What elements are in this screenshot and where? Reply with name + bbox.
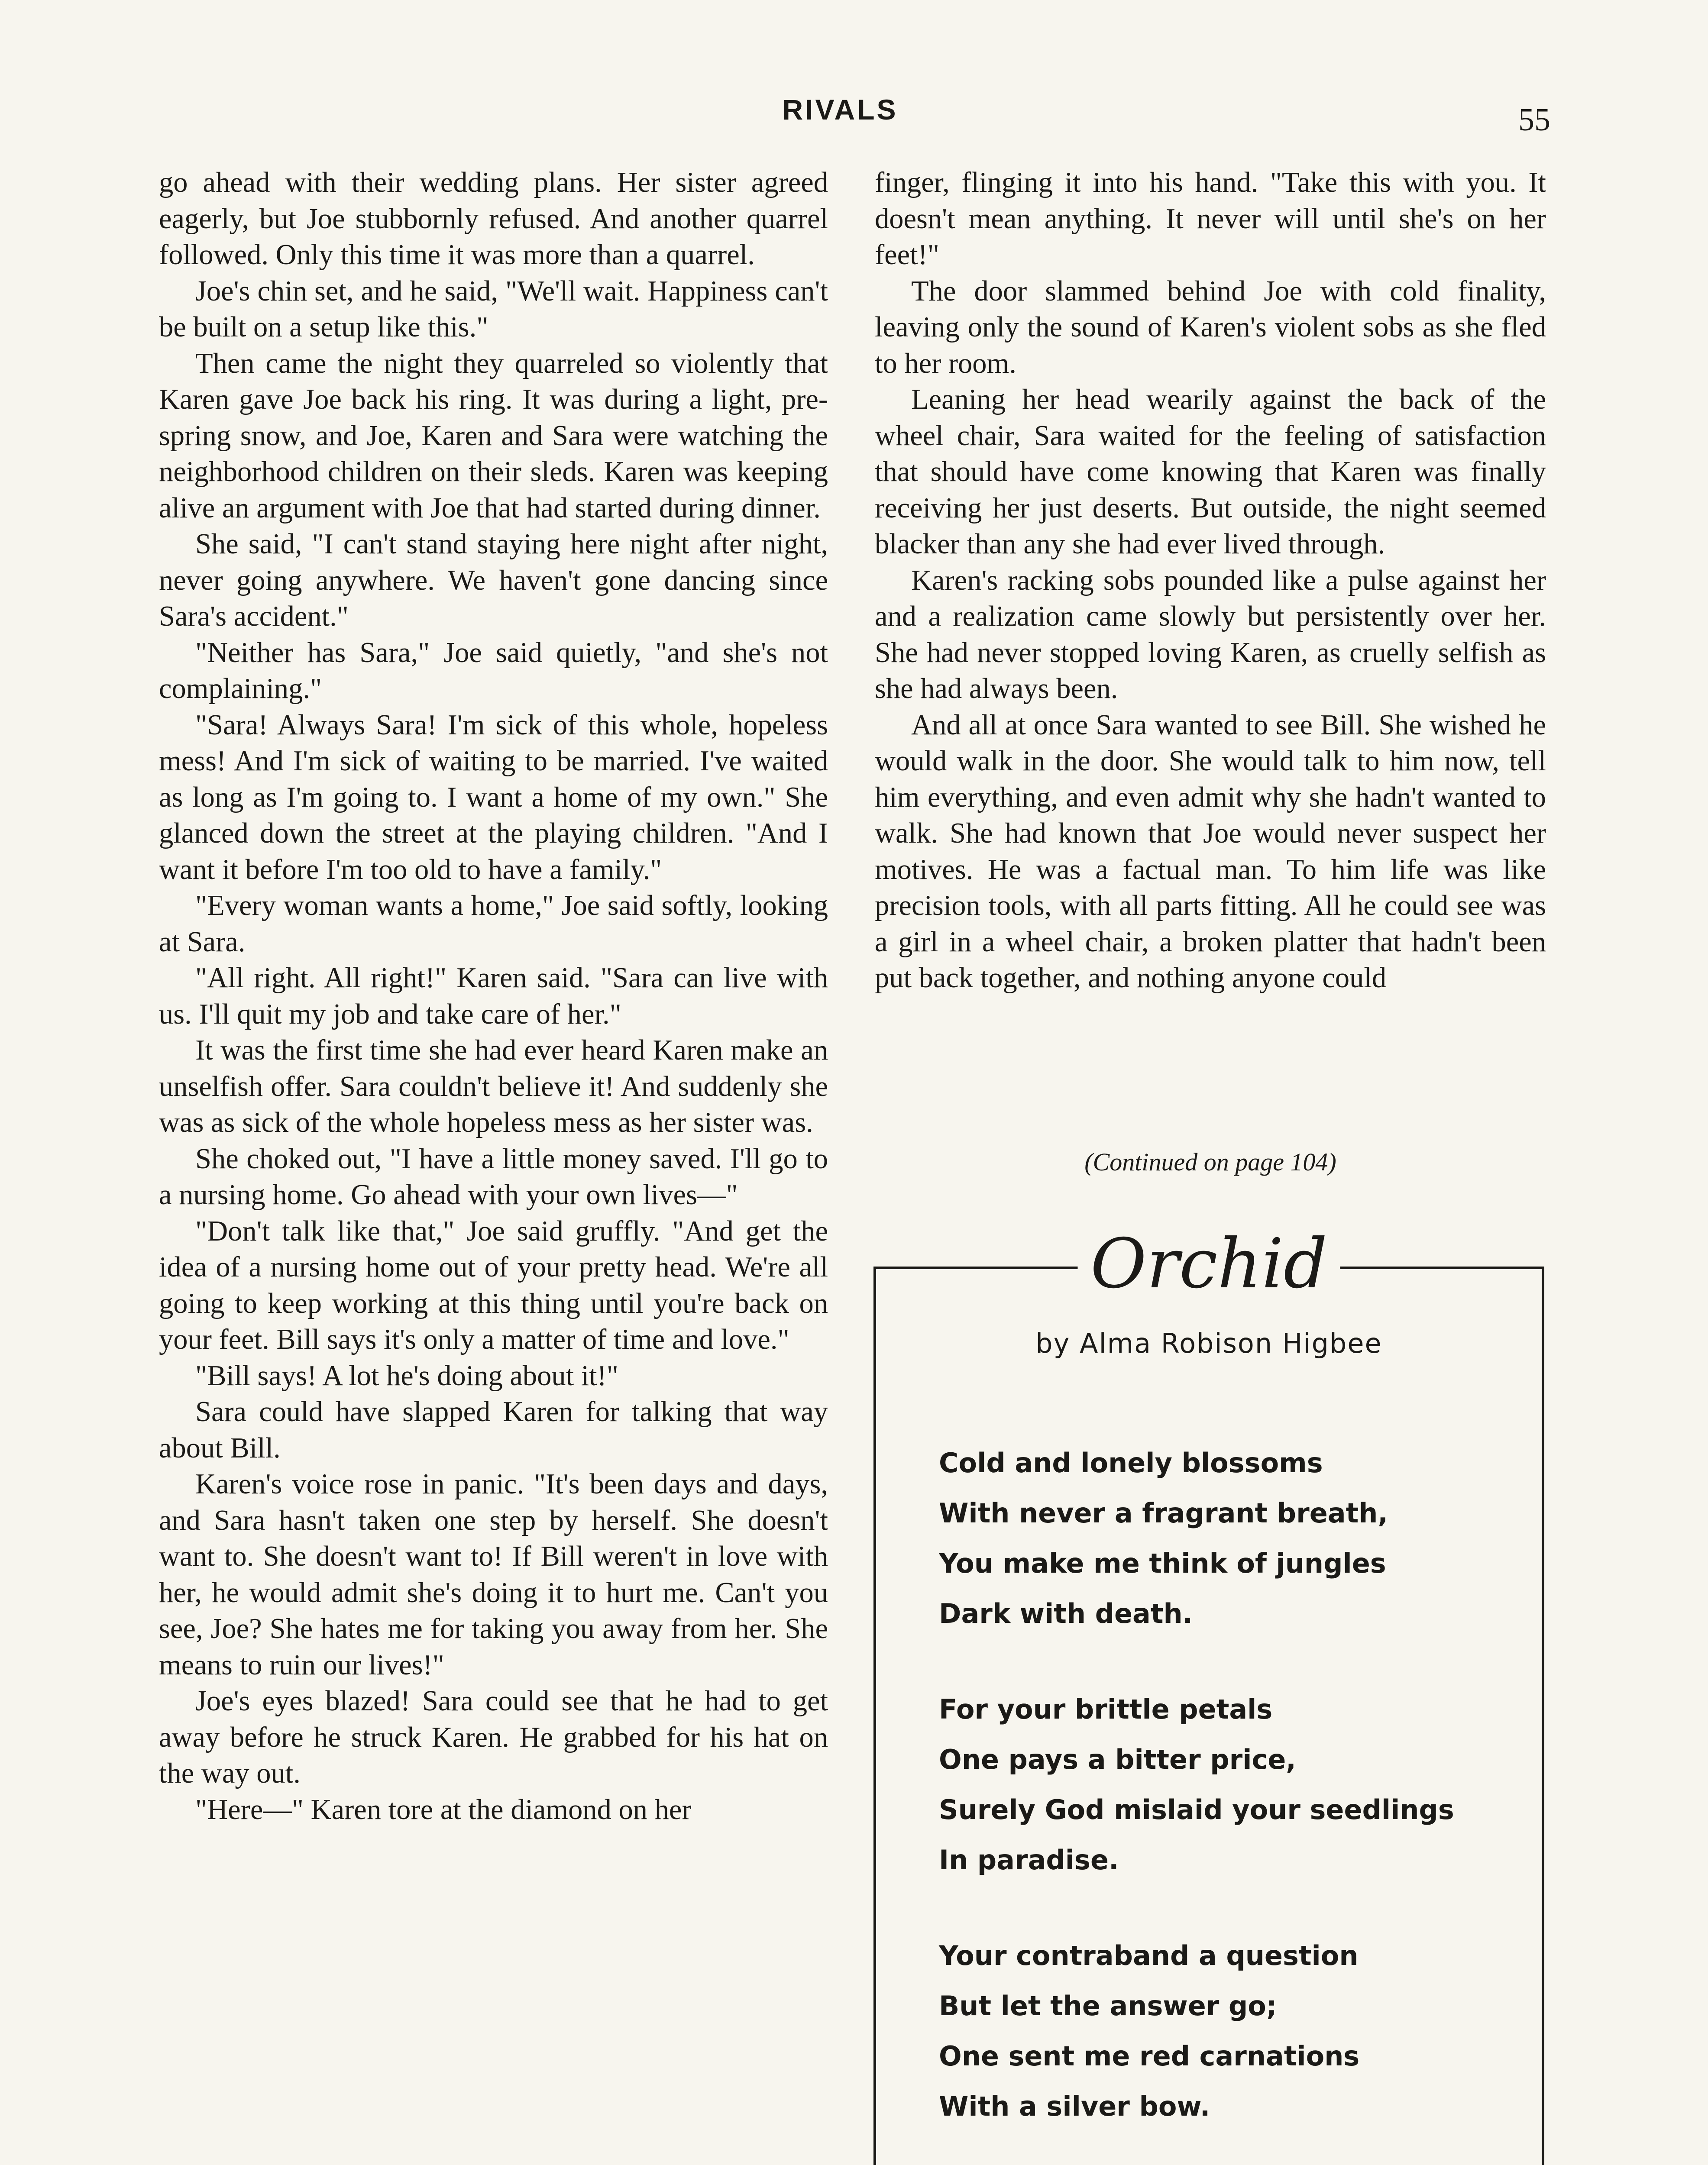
poem-line: Surely God mislaid your seedlings [939, 1794, 1454, 1826]
poem-stanzas [939, 1438, 1502, 2165]
page-number: 55 [1518, 102, 1550, 138]
story-paragraph: "Neither has Sara," Joe said quietly, "and she's not complaining." [159, 637, 828, 704]
poem-box [873, 1224, 1544, 2165]
story-paragraph: Joe's chin set, and he said, "We'll wait. Happiness can't be built on a setup like this." [159, 275, 828, 343]
story-paragraph: Sara could have slapped Karen for talking that way about Bill. [159, 1396, 828, 1464]
running-title: RIVALS [782, 94, 898, 126]
poem-line: One sent me red carnations [939, 2040, 1360, 2072]
story-paragraph: Joe's eyes blazed! Sara could see that he had to get away before he struck Karen. He grabbed for his hat on the way out. [159, 1685, 828, 1789]
story-paragraph: "Bill says! A lot he's doing about it!" [195, 1360, 618, 1392]
poem-stanza [939, 1684, 1502, 1885]
poem-stanza [939, 1438, 1502, 1639]
poem-line: With never a fragrant breath, [939, 1497, 1388, 1529]
poem-line: Your contraband a question [939, 1940, 1359, 1971]
poem-stanza [939, 1931, 1502, 2132]
poem-line: In paradise. [939, 1844, 1119, 1876]
poem-title: Orchid [1077, 1221, 1340, 1307]
story-paragraph: "Here—" Karen tore at the diamond on her [195, 1793, 692, 1826]
story-paragraph: "All right. All right!" Karen said. "Sara can live with us. I'll quit my job and take care of her." [159, 962, 828, 1030]
story-paragraph: The door slammed behind Joe with cold finality, leaving only the sound of Karen's violent sobs as she fled to her room. [875, 275, 1546, 379]
story-paragraph: Karen's voice rose in panic. "It's been days and days, and Sara hasn't taken one step by herself. She doesn't want to. She doesn't want to! If Bill weren't in love with her, he would admit she's doing it to hurt me. Can't you see, Joe? She hates me for taking you away from her. She means to ruin our lives!" [159, 1468, 828, 1681]
continued-note: (Continued on page 104) [1084, 1148, 1336, 1176]
story-paragraph: go ahead with their wedding plans. Her sister agreed eagerly, but Joe stubbornly refused. And another quarrel followed. Only this time it was more than a quarrel. [159, 167, 828, 271]
poem-line: For your brittle petals [939, 1693, 1273, 1725]
story-left-column [159, 165, 828, 1828]
poem-line: You make me think of jungles [939, 1548, 1386, 1579]
poem-line: Cold and lonely blossoms [939, 1447, 1323, 1479]
story-paragraph: Then came the night they quarreled so violently that Karen gave Joe back his ring. It was during a light, pre-spring snow, and Joe, Karen and Sara were watching the neighborhood children on their sleds. Karen was keeping alive an argument with Joe that had started during dinner. [159, 347, 828, 524]
poem-line: But let the answer go; [939, 1990, 1277, 2022]
poem-line: Dark with death. [939, 1598, 1193, 1629]
story-paragraph: And all at once Sara wanted to see Bill. She wished he would walk in the door. She would talk to him now, tell him everything, and even admit why she hadn't wanted to walk. She had known that Joe would never suspect her motives. He was a factual man. To him life was like precision tools, with all parts fitting. All he could see was a girl in a wheel chair, a broken platter that hadn't been put back together, and nothing anyone could [875, 709, 1546, 994]
story-paragraph: Karen's racking sobs pounded like a pulse against her and a realization came slowly but persistently over her. She had never stopped loving Karen, as cruelly selfish as she had always been. [875, 564, 1546, 704]
story-paragraph: "Every woman wants a home," Joe said softly, looking at Sara. [159, 890, 828, 958]
poem-byline: by Alma Robison Higbee [1035, 1328, 1382, 1359]
story-paragraph: "Don't talk like that," Joe said gruffly. "And get the idea of a nursing home out of your pretty head. We're all going to keep working at this thing until you're back on your feet. Bill says it's only a matter of time and love." [159, 1215, 828, 1355]
story-paragraph: She choked out, "I have a little money saved. I'll go to a nursing home. Go ahead with your own lives—" [159, 1143, 828, 1211]
story-paragraph: "Sara! Always Sara! I'm sick of this whole, hopeless mess! And I'm sick of waiting to be married. I've waited as long as I'm going to. I want a home of my own." She glanced down the street at the playing children. "And I want it before I'm too old to have a family." [159, 709, 828, 885]
story-paragraph: She said, "I can't stand staying here night after night, never going anywhere. We haven't gone dancing since Sara's accident." [159, 528, 828, 632]
story-right-column [875, 165, 1546, 996]
story-paragraph: finger, flinging it into his hand. "Take this with you. It doesn't mean anything. It never will until she's on her feet!" [875, 167, 1546, 271]
story-paragraph: It was the first time she had ever heard Karen make an unselfish offer. Sara couldn't believe it! And suddenly she was as sick of the whole hopeless mess as her sister was. [159, 1034, 828, 1138]
poem-line: With a silver bow. [939, 2091, 1210, 2122]
poem-line: One pays a bitter price, [939, 1744, 1296, 1775]
story-paragraph: Leaning her head wearily against the back of the wheel chair, Sara waited for the feeling of satisfaction that should have come knowing that Karen was finally receiving her just deserts. But outside, the night seemed blacker than any she had ever lived through. [875, 384, 1546, 560]
